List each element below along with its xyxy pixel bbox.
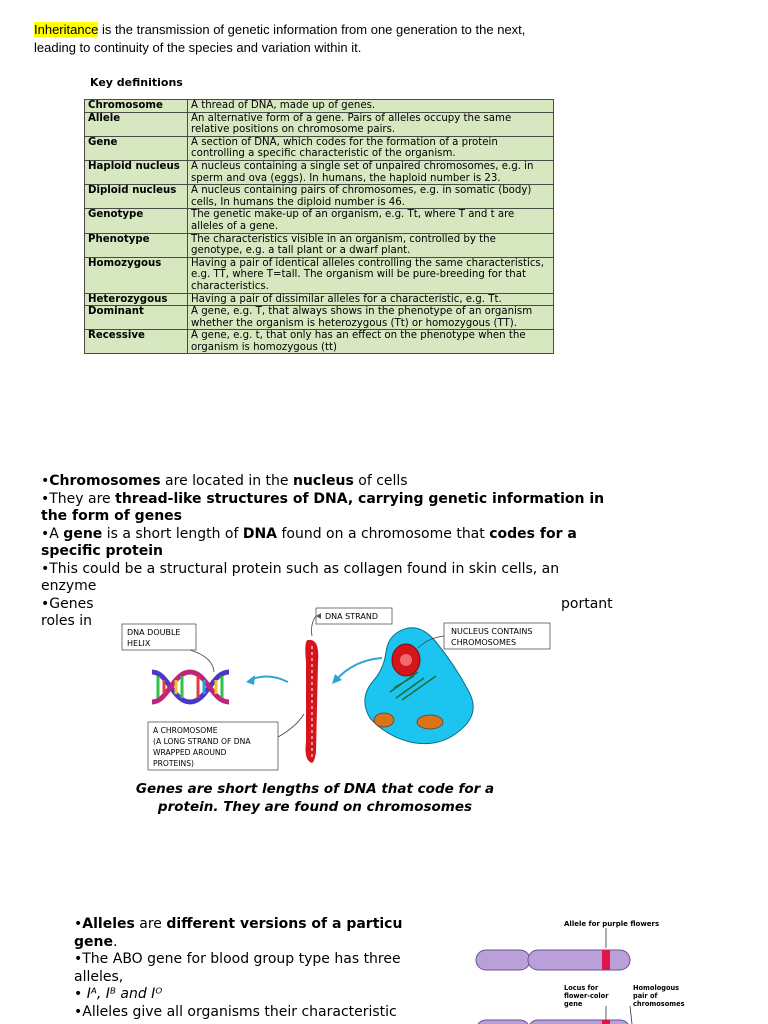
definition-row	[85, 257, 554, 293]
text: •They are	[41, 490, 116, 507]
inheritance-highlight: Inheritance	[34, 22, 99, 37]
definition-text: A nucleus containing pairs of chromosomes, e.g. in somatic (body) cells, In humans the diploid number is 46.	[188, 185, 554, 209]
homologous-chromosome-figure	[470, 912, 710, 1024]
definition-term: Recessive	[85, 330, 188, 354]
definition-row	[85, 306, 554, 330]
alleles-bullets	[74, 916, 404, 1021]
homologous-label: Homologous pair of chromosomes	[633, 984, 685, 1008]
upper-chromosome	[476, 950, 630, 970]
label-text: CHROMOSOMES	[451, 638, 517, 647]
label-text: DNA DOUBLE	[127, 628, 181, 637]
bold-text: codes for a specific protein	[41, 525, 577, 559]
text: •	[74, 916, 83, 932]
definition-row	[85, 185, 554, 209]
label-text: (A LONG STRAND OF DNA	[153, 737, 251, 746]
label-text: A CHROMOSOME	[153, 726, 218, 735]
bullet-mark: •	[41, 473, 50, 489]
definition-term: Dominant	[85, 306, 188, 330]
definition-text: A thread of DNA, made up of genes.	[188, 100, 554, 113]
alleles-line-3: •The ABO gene for blood group type has three	[74, 951, 401, 967]
label-text: DNA STRAND	[325, 612, 378, 621]
figure-caption: Genes are short lengths of DNA that code for a protein. They are found on chromosomes	[135, 781, 495, 815]
definitions-table	[84, 99, 554, 354]
bullet-3	[41, 526, 613, 561]
definition-term: Allele	[85, 112, 188, 136]
definition-row	[85, 112, 554, 136]
definition-text: The genetic make-up of an organism, e.g. Tt, where T and t are alleles of a gene.	[188, 209, 554, 233]
definition-row	[85, 209, 554, 233]
definition-text: The characteristics visible in an organism, controlled by the genotype, e.g. a tall plant or a dwarf plant.	[188, 233, 554, 257]
alleles-line-1	[74, 916, 404, 934]
definition-term: Chromosome	[85, 100, 188, 113]
definitions-title: Key definitions	[90, 76, 183, 89]
definition-term: Diploid nucleus	[85, 185, 188, 209]
text: found on a chromosome that	[277, 525, 490, 542]
alleles-line-5: • Iᴬ, Iᴮ and Iᴼ	[74, 986, 163, 1002]
definition-row	[85, 136, 554, 160]
text: are	[134, 916, 167, 932]
definition-text: A gene, e.g. T, that always shows in the phenotype of an organism whether the organism is heterozygous (Tt) or homozygous (TT).	[188, 306, 554, 330]
definition-text: Having a pair of dissimilar alleles for a characteristic, e.g. Tt.	[188, 293, 554, 306]
alleles-line-6: •Alleles give all organisms their characteristic	[74, 1003, 397, 1020]
definition-term: Heterozygous	[85, 293, 188, 306]
bullet-2	[41, 491, 613, 526]
definition-row	[85, 160, 554, 184]
label-text: NUCLEUS CONTAINS	[451, 627, 533, 636]
dna-chromosome-figure	[118, 602, 558, 782]
intro-paragraph	[34, 21, 554, 57]
allele-label: Allele for purple flowers	[564, 920, 660, 928]
definition-term: Homozygous	[85, 257, 188, 293]
definition-term: Gene	[85, 136, 188, 160]
definition-text: Having a pair of identical alleles controlling the same characteristics, e.g. TT, where T=tall. The organism will be pure-breeding for that characteristics.	[188, 257, 554, 293]
text: •Genes	[41, 595, 94, 612]
bold-text: DNA	[242, 525, 278, 542]
definition-term: Genotype	[85, 209, 188, 233]
definition-text: An alternative form of a gene. Pairs of alleles occupy the same relative positions on chromosome pairs.	[188, 112, 554, 136]
definition-term: Haploid nucleus	[85, 160, 188, 184]
bold-text: gene	[74, 933, 113, 950]
text: •A	[41, 525, 64, 542]
label-text: PROTEINS)	[153, 759, 194, 768]
definition-row	[85, 233, 554, 257]
intro-text: is the transmission of genetic information from one generation to the next, leading to continuity of the species and variation within it.	[34, 22, 526, 55]
definition-row	[85, 330, 554, 354]
alleles-line-2	[74, 934, 404, 952]
bold-text: Alleles	[82, 916, 135, 932]
bold-text: nucleus	[292, 473, 354, 489]
definition-text: A section of DNA, which codes for the formation of a protein controlling a specific characteristic of the organism.	[188, 136, 554, 160]
definition-text: A gene, e.g. t, that only has an effect on the phenotype when the organism is homozygous (tt)	[188, 330, 554, 354]
text: of cells	[353, 473, 408, 489]
bold-text: different versions of a particu	[166, 916, 403, 932]
bullet-1	[41, 473, 613, 491]
text: are located in the	[160, 473, 293, 489]
label-text: HELIX	[127, 639, 151, 648]
text: .	[112, 933, 118, 950]
definition-row	[85, 293, 554, 306]
lower-chromosome	[476, 1020, 630, 1024]
alleles-line-4: alleles,	[74, 968, 124, 985]
definition-text: A nucleus containing a single set of unpaired chromosomes, e.g. in sperm and ova (eggs). In humans, the haploid number is 23.	[188, 160, 554, 184]
bold-text: thread-like structures of DNA, carrying genetic information in the form of genes	[41, 490, 605, 524]
bold-text: Chromosomes	[49, 473, 161, 489]
bullet-4: •This could be a structural protein such as collagen found in skin cells, an enzyme	[41, 560, 560, 594]
definition-row	[85, 100, 554, 113]
label-text: WRAPPED AROUND	[153, 748, 227, 757]
text: is a short length of	[102, 525, 243, 542]
definition-term: Phenotype	[85, 233, 188, 257]
locus-label: Locus for flower-color gene	[564, 984, 609, 1008]
text: portant	[561, 595, 613, 612]
bold-text: gene	[63, 525, 103, 542]
bullet-6: roles in	[41, 613, 93, 629]
